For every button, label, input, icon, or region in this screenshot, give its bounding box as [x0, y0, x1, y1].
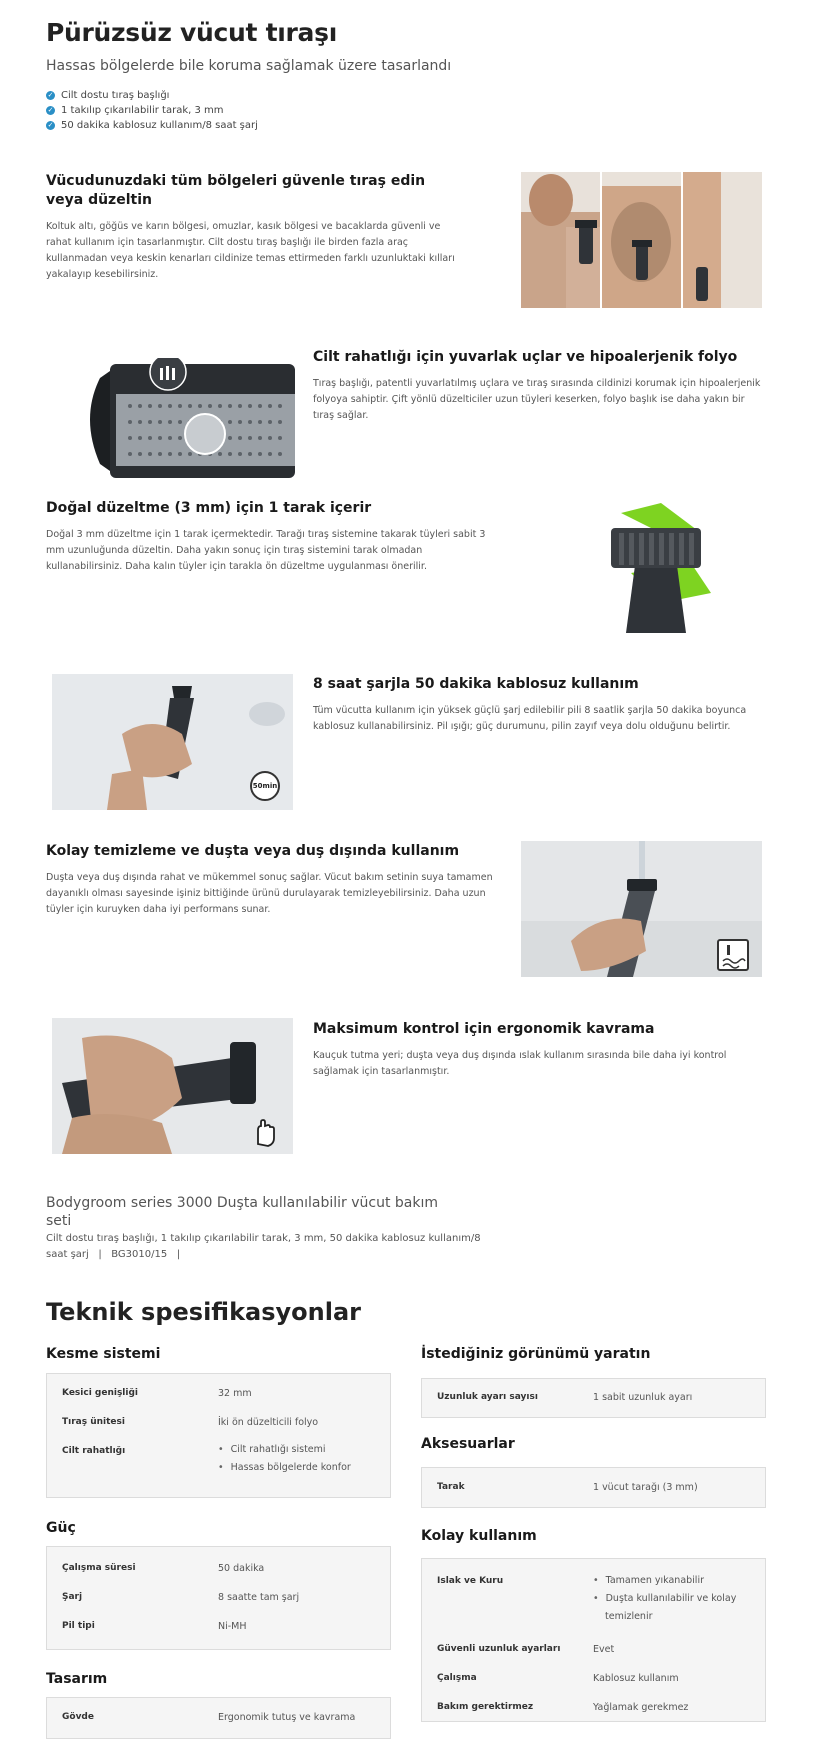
hand-grip-icon — [250, 1116, 282, 1148]
feature-image-washable — [521, 841, 762, 977]
feature-title: Maksimum kontrol için ergonomik kavrama — [313, 1021, 655, 1037]
feature-text: Doğal 3 mm düzeltme için 1 tarak içermektedir. Tarağı tıraş sistemine takarak tüyleri sabit 3 mm uzunluğunda düzeltin. Daha yakın sonuç için tıraş sistemini tarak olmadan kullanabilirsiniz. Daha kalın tüyler için tarakla ön düzeltme uygulanması önerilir. — [46, 529, 486, 572]
specs-title: Teknik spesifikasyonlar — [46, 1298, 362, 1326]
feature-grip — [313, 1020, 763, 1080]
feature-image-comb — [591, 503, 719, 635]
feature-title: Cilt rahatlığı için yuvarlak uçlar ve hipoalerjenik folyo — [313, 349, 738, 365]
feature-image-body-areas — [521, 172, 762, 308]
feature-text: Duşta veya duş dışında rahat ve mükemmel sonuç sağlar. Vücut bakım setinin suya tamamen dayanıklı olması sayesinde işiniz bittiğinde ürünü durulayarak temizleyebilirsiniz. Daha uzun tüyler için kuruyken daha iyi performans sunar. — [46, 872, 493, 915]
benefit-item: ✓ 1 takılıp çıkarılabilir tarak, 3 mm — [47, 105, 224, 116]
feature-image-foil-head — [80, 358, 295, 484]
spec-section-title: İstediğiniz görünümü yaratın — [421, 1346, 651, 1362]
feature-title: Doğal düzeltme (3 mm) için 1 tarak içerir — [46, 500, 372, 516]
check-icon: ✓ — [47, 121, 54, 129]
feature-title: Kolay temizleme ve duşta veya duş dışında kullanım — [46, 843, 460, 859]
spec-section-title: Aksesuarlar — [421, 1436, 515, 1452]
product-summary-line1: Cilt dostu tıraş başlığı, 1 takılıp çıkarılabilir tarak, 3 mm, 50 dakika kablosuz kullanım/8 — [46, 1233, 481, 1244]
page-subtitle: Hassas bölgelerde bile koruma sağlamak üzere tasarlandı — [46, 58, 452, 74]
feature-text: Kauçuk tutma yeri; duşta veya duş dışında ıslak kullanım sırasında bile daha iyi kontrol sağlamak için tasarlanmıştır. — [313, 1050, 727, 1077]
check-icon: ✓ — [47, 91, 54, 99]
spec-section-title: Güç — [46, 1520, 76, 1536]
spec-box-cutting: Kesici genişliği 32 mm Tıraş ünitesi İki ön düzelticili folyo Cilt rahatlığı • Cilt rahatlığı sistemi • Hassas bölgelerde konfor — [46, 1373, 391, 1498]
spec-box-easy-use: Islak ve Kuru • Tamamen yıkanabilir • Duşta kullanılabilir ve kolay temizlenir Güvenli uzunluk ayarları Evet Çalışma Kablosuz kullanım Bakım gerektirmez Yağlamak gerekmez — [421, 1558, 766, 1722]
timer-50min-icon: 50min — [250, 771, 280, 801]
spec-section-title: Kolay kullanım — [421, 1528, 537, 1544]
shower-water-icon — [717, 939, 749, 971]
page-title: Pürüzsüz vücut tıraşı — [46, 18, 337, 47]
feature-image-battery — [52, 674, 293, 810]
feature-washable — [46, 842, 496, 918]
spec-section-title: Tasarım — [46, 1671, 108, 1687]
key-benefits-list — [46, 88, 258, 133]
feature-text: Tüm vücutta kullanım için yüksek güçlü şarj edilebilir pili 8 saatlik şarjla 50 dakika boyunca kablosuz kullanabilirsiniz. Pil ışığı; güç durumunu, pilin zayıf veya dolu olduğunu belirtir. — [313, 705, 747, 732]
feature-comb — [46, 499, 496, 575]
benefit-item: ✓ Cilt dostu tıraş başlığı — [47, 90, 170, 101]
feature-title: 8 saat şarjla 50 dakika kablosuz kullanım — [313, 676, 639, 692]
spec-section-title: Kesme sistemi — [46, 1346, 161, 1362]
feature-battery — [313, 675, 763, 735]
spec-box-design: Gövde Ergonomik tutuş ve kavrama — [46, 1697, 391, 1739]
spec-box-power: Çalışma süresi 50 dakika Şarj 8 saatte tam şarj Pil tipi Ni-MH — [46, 1546, 391, 1650]
spec-box-accessories: Tarak 1 vücut tarağı (3 mm) — [421, 1467, 766, 1508]
feature-text: Koltuk altı, göğüs ve karın bölgesi, omuzlar, kasık bölgesi ve bacaklarda güvenli ve rahat kullanım için tasarlanmıştır. Cilt dostu tıraş başlığı ile birden fazla araç kullanmadan veya keskin kenarları cildinize temas ettirmeden farklı uzunluktaki kılları yakalayıp kesebilirsiniz. — [46, 221, 455, 280]
feature-text: Tıraş başlığı, patentli yuvarlatılmış uçlara ve tıraş sırasında cildinizi korumak için hipoalerjenik folyoya sahiptir. Çift yönlü düzelticiler uzun tüyleri keserken, folyo başlık ise daha yakın bir tıraş sağlar. — [313, 378, 761, 421]
spec-box-length: Uzunluk ayarı sayısı 1 sabit uzunluk ayarı — [421, 1378, 766, 1418]
product-summary-line2: saat şarj | BG3010/15 | — [46, 1249, 181, 1260]
check-icon: ✓ — [47, 106, 54, 114]
benefit-item: ✓ 50 dakika kablosuz kullanım/8 saat şarj — [47, 120, 258, 131]
feature-foil — [313, 348, 763, 424]
feature-body-areas — [46, 172, 456, 283]
feature-image-grip — [52, 1018, 293, 1154]
product-title: Bodygroom series 3000 Duşta kullanılabilir vücut bakım seti — [46, 1195, 439, 1229]
feature-title: Vücudunuzdaki tüm bölgeleri güvenle tıraş edin veya düzeltin — [46, 173, 426, 208]
